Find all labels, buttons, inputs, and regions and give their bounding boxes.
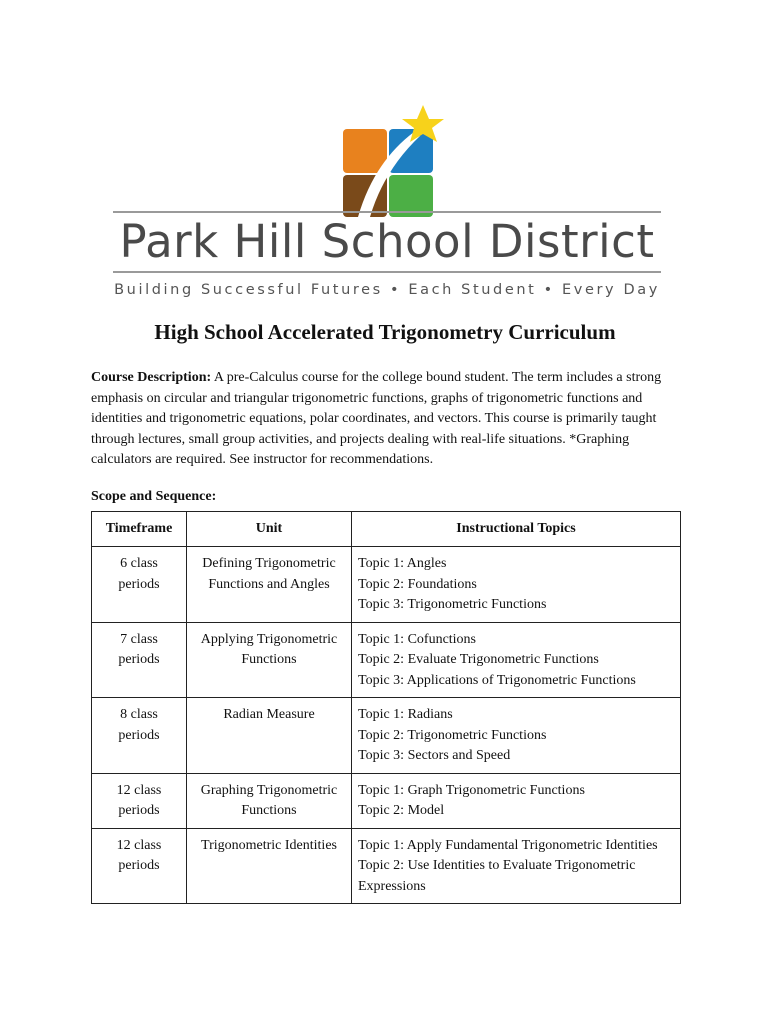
course-description [91, 368, 681, 471]
topic-item: Topic 2: Trigonometric Functions [358, 727, 547, 743]
header-unit: Unit [187, 512, 352, 547]
district-tagline: Building Successful Futures • Each Student • Every Day [114, 282, 660, 298]
topic-item: Topic 1: Graph Trigonometric Functions [358, 782, 585, 798]
header-timeframe: Timeframe [92, 512, 187, 547]
timeframe-unit: periods [118, 652, 160, 667]
logo-orange-square [343, 129, 387, 173]
district-name: Park Hill School District [119, 215, 655, 268]
topic-item: Topic 2: Evaluate Trigonometric Functions [358, 652, 599, 667]
table-row [92, 828, 681, 904]
district-logo-mark [340, 100, 450, 220]
course-description-label: Course Description: [91, 370, 212, 385]
unit-cell: Applying Trigonometric Functions [187, 622, 352, 698]
page-title: High School Accelerated Trigonometry Curriculum [154, 320, 616, 344]
timeframe-count: 8 class [120, 707, 158, 722]
table-row [92, 547, 681, 623]
timeframe-count: 6 class [120, 556, 158, 571]
curriculum-table [91, 511, 681, 904]
timeframe-count: 12 class [116, 837, 162, 853]
topic-item: Topic 1: Apply Fundamental Trigonometric Identities [358, 837, 658, 853]
topic-item: Topic 2: Use Identities to Evaluate Trigonometric Expressions [358, 858, 636, 894]
timeframe-cell [92, 828, 187, 904]
table-header-row [92, 512, 681, 547]
topics-cell [352, 828, 681, 904]
timeframe-unit: periods [118, 803, 160, 818]
topic-item: Topic 1: Cofunctions [358, 631, 477, 647]
topic-item: Topic 3: Sectors and Speed [358, 748, 511, 763]
logo-top-rule [113, 211, 661, 213]
scope-heading: Scope and Sequence: [91, 489, 217, 504]
table-row [92, 773, 681, 828]
timeframe-cell [92, 622, 187, 698]
header-topics: Instructional Topics [352, 512, 681, 547]
timeframe-count: 7 class [120, 631, 158, 647]
topics-cell [352, 622, 681, 698]
timeframe-unit: periods [118, 576, 160, 592]
topic-item: Topic 1: Radians [358, 707, 453, 722]
topic-item: Topic 3: Applications of Trigonometric Functions [358, 672, 636, 688]
topic-item: Topic 1: Angles [358, 556, 447, 571]
timeframe-unit: periods [118, 858, 160, 873]
timeframe-count: 12 class [116, 782, 162, 798]
topics-cell [352, 773, 681, 828]
unit-cell: Trigonometric Identities [187, 828, 352, 904]
unit-cell: Graphing Trigonometric Functions [187, 773, 352, 828]
table-row [92, 622, 681, 698]
topics-cell [352, 547, 681, 623]
unit-cell: Defining Trigonometric Functions and Angles [187, 547, 352, 623]
topic-item: Topic 3: Trigonometric Functions [358, 597, 547, 612]
topics-cell [352, 698, 681, 774]
logo-bottom-rule [113, 271, 661, 273]
timeframe-cell [92, 698, 187, 774]
district-logo [0, 100, 770, 310]
timeframe-cell [92, 547, 187, 623]
timeframe-unit: periods [118, 727, 160, 743]
topic-item: Topic 2: Model [358, 803, 445, 818]
timeframe-cell [92, 773, 187, 828]
table-row [92, 698, 681, 774]
unit-cell: Radian Measure [187, 698, 352, 774]
course-description-text: A pre-Calculus course for the college bound student. The term includes a strong emphasis on circular and triangular trigonometric functions, graphs of trigonometric functions and identities and trigonometric equations, polar coordinates, and vectors. This course is primarily taught through lectures, small group activities, and projects dealing with real-life situations. *Graphing calculators are required. See instructor for recommendations. [91, 370, 662, 467]
topic-item: Topic 2: Foundations [358, 576, 477, 592]
